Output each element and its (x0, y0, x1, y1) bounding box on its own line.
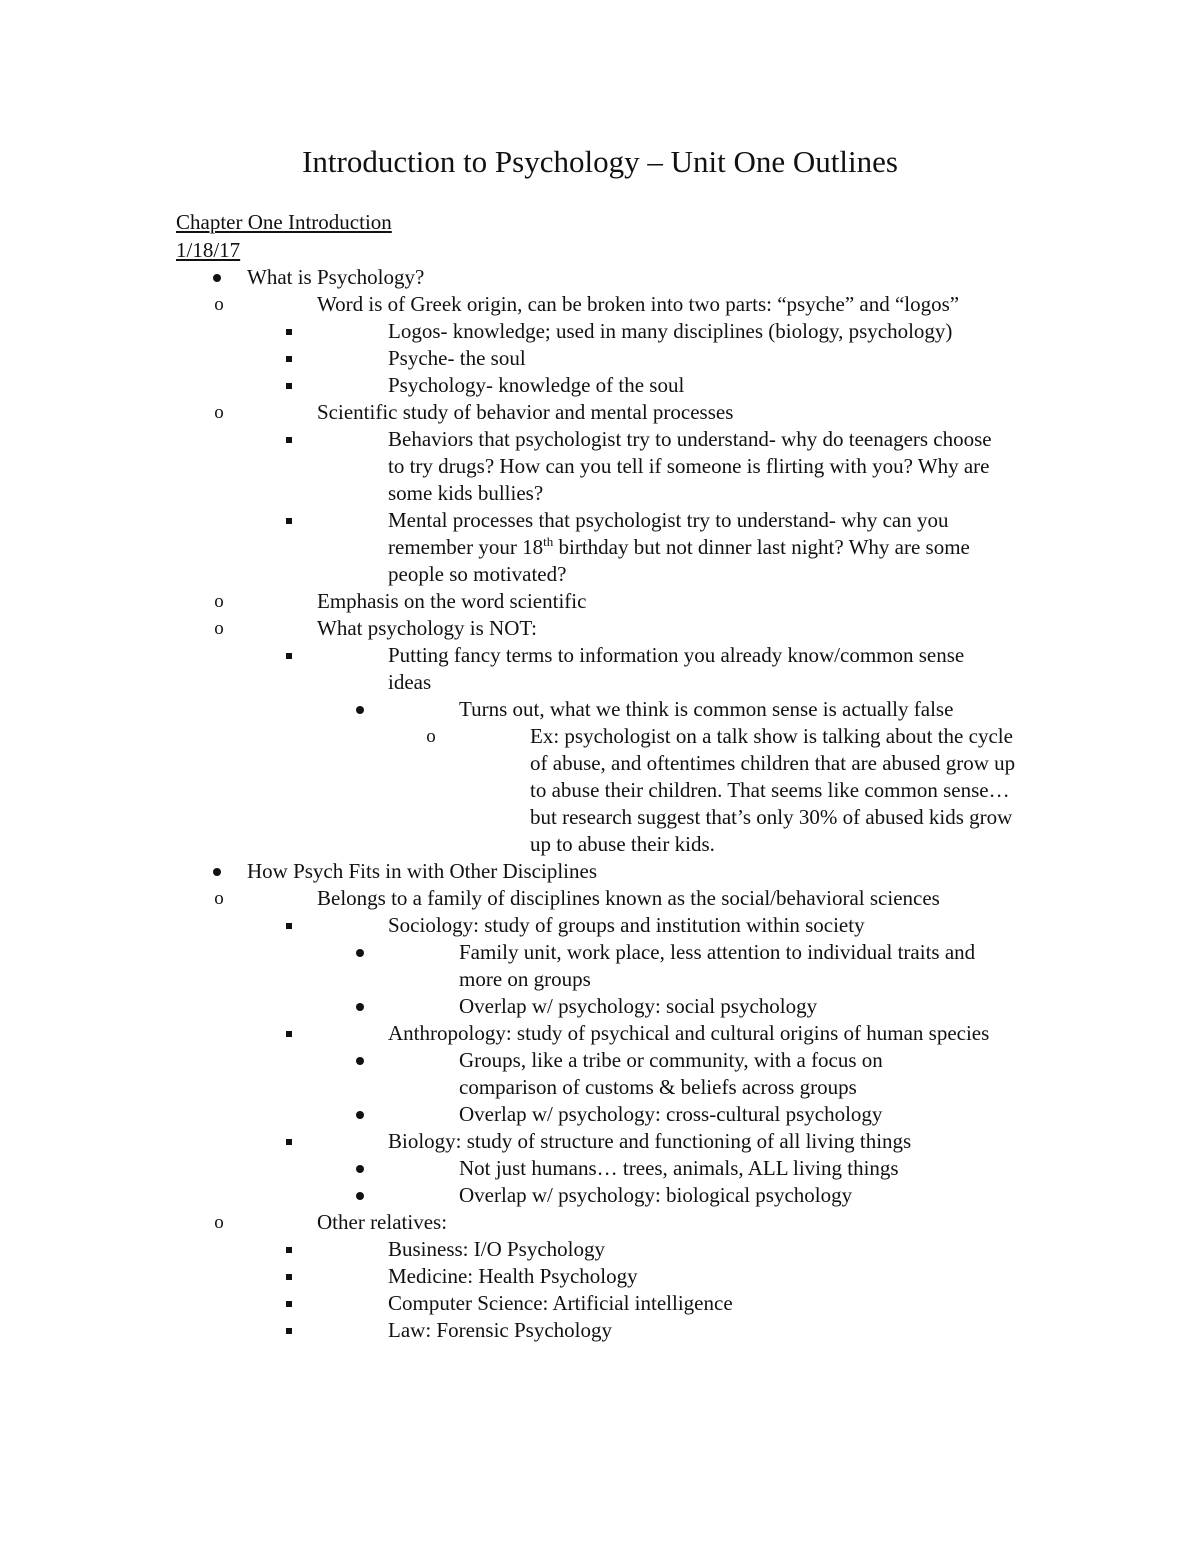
bullet-dot-icon (350, 696, 370, 723)
list-item-text: Overlap w/ psychology: social psychology (459, 994, 818, 1018)
bullet-dot-icon (207, 264, 227, 291)
list-item-text: Behaviors that psychologist try to understand- why do teenagers choose to try drugs? How can you tell if someone is flirting with you? Why are some kids bullies? (388, 427, 992, 505)
list-item (388, 696, 1016, 858)
list-item-text: Logos- knowledge; used in many disciplines (biology, psychology) (388, 319, 953, 343)
list-item-text: What psychology is NOT: (317, 616, 538, 640)
list-item (388, 1101, 999, 1128)
outline-level-5 (426, 723, 1016, 858)
list-item (426, 723, 1020, 858)
bullet-square-icon (279, 1317, 299, 1344)
bullet-square-icon (279, 912, 299, 939)
list-item (317, 1128, 1008, 1209)
bullet-square-icon (279, 426, 299, 453)
list-item-text: Ex: psychologist on a talk show is talking about the cycle of abuse, and oftentimes children that are abused grow up to abuse their children. That seems like common sense… but research suggest that’s only 30% of abused kids grow up to abuse their kids. (530, 724, 1016, 856)
list-item-text: Overlap w/ psychology: cross-cultural psychology (459, 1102, 883, 1126)
superscript: th (543, 534, 554, 549)
list-item (317, 426, 1013, 507)
section-heading: What is Psychology? (247, 265, 425, 289)
bullet-square-icon (279, 372, 299, 399)
bullet-circle-icon: o (214, 591, 224, 612)
list-item (388, 1047, 939, 1101)
bullet-dot-icon (350, 1101, 370, 1128)
list-item-text: Belongs to a family of disciplines known as the social/behavioral sciences (317, 886, 940, 910)
list-item (317, 642, 1016, 858)
list-item (317, 372, 1028, 399)
outline-level-1 (0, 264, 1200, 1344)
list-item (214, 399, 1017, 588)
list-item-text: Word is of Greek origin, can be broken into two parts: “psyche” and “logos” (317, 292, 960, 316)
bullet-square-icon (279, 318, 299, 345)
bullet-circle-icon: o (214, 294, 224, 315)
list-item-text: Scientific study of behavior and mental processes (317, 400, 734, 424)
list-item-text: Medicine: Health Psychology (388, 1264, 638, 1288)
list-item (317, 1317, 1037, 1344)
list-item (388, 1182, 999, 1209)
list-item (317, 1236, 1037, 1263)
list-item (317, 345, 1028, 372)
bullet-dot-icon (350, 1047, 370, 1074)
outline-level-2 (214, 885, 1037, 1344)
list-item (317, 318, 1028, 345)
section-other-disciplines (0, 858, 1037, 1344)
bullet-square-icon (279, 642, 299, 669)
list-item (388, 939, 999, 993)
outline-level-4 (388, 1047, 998, 1128)
list-item-text: Biology: study of structure and functioning of all living things (388, 1129, 912, 1153)
list-item (388, 1155, 999, 1182)
chapter-heading: Chapter One Introduction (176, 210, 392, 234)
bullet-circle-icon: o (214, 402, 224, 423)
list-item-text: Not just humans… trees, animals, ALL living things (459, 1156, 899, 1180)
outline-level-4 (388, 1155, 1008, 1209)
bullet-dot-icon (350, 993, 370, 1020)
bullet-square-icon (279, 1290, 299, 1317)
outline-level-3 (317, 318, 977, 399)
list-item (214, 588, 1037, 615)
outline-level-4 (388, 696, 1016, 858)
bullet-circle-icon: o (214, 888, 224, 909)
bullet-circle-icon: o (214, 618, 224, 639)
list-item-text: Sociology: study of groups and institution within society (388, 913, 865, 937)
list-item-text: Family unit, work place, less attention to individual traits and more on groups (459, 940, 976, 991)
list-item-text: Other relatives: (317, 1210, 448, 1234)
outline-level-4 (388, 939, 1008, 1020)
list-item (388, 993, 999, 1020)
list-item (317, 1263, 1037, 1290)
mental-text-start: Mental processes that psychologist try to understand- why can you remember your 18 (388, 508, 949, 559)
bullet-square-icon (279, 1020, 299, 1047)
list-item (317, 912, 1008, 1020)
mental-text-end: birthday but not dinner last night? Why are some people so motivated? (388, 535, 970, 586)
list-item-text: Psyche- the soul (388, 346, 526, 370)
list-item (214, 885, 1057, 1209)
section-what-is-psychology (0, 264, 1037, 858)
date-line: 1/18/17 (176, 238, 241, 262)
outline-level-3 (317, 1236, 1037, 1344)
list-item-text: Anthropology: study of psychical and cultural origins of human species (388, 1021, 990, 1045)
list-item-text: Groups, like a tribe or community, with a focus on comparison of customs & beliefs across groups (459, 1048, 883, 1099)
bullet-circle-icon: o (214, 1212, 224, 1233)
list-item (317, 1290, 1037, 1317)
list-item (214, 1209, 1037, 1344)
list-item (317, 1020, 998, 1128)
bullet-square-icon (279, 1236, 299, 1263)
bullet-circle-icon: o (426, 726, 436, 747)
bullet-square-icon (279, 1128, 299, 1155)
list-item-text: Business: I/O Psychology (388, 1237, 606, 1261)
list-item (317, 507, 1020, 588)
list-item-text: Turns out, what we think is common sense is actually false (459, 697, 954, 721)
list-item-text: Psychology- knowledge of the soul (388, 373, 685, 397)
list-item-text: Law: Forensic Psychology (388, 1318, 612, 1342)
outline-level-2 (214, 291, 1037, 858)
bullet-square-icon (279, 345, 299, 372)
bullet-square-icon (279, 507, 299, 534)
section-heading: How Psych Fits in with Other Disciplines (247, 859, 597, 883)
list-item-text: Computer Science: Artificial intelligence (388, 1291, 733, 1315)
outline-level-3 (317, 426, 1017, 588)
bullet-dot-icon (350, 939, 370, 966)
bullet-dot-icon (207, 858, 227, 885)
bullet-dot-icon (350, 1182, 370, 1209)
list-item-text (388, 507, 1020, 588)
document-title: Introduction to Psychology – Unit One Outlines (302, 144, 898, 179)
list-item (214, 615, 1037, 858)
outline-level-3 (317, 642, 1037, 858)
outline-level-3 (317, 912, 1057, 1209)
list-item (214, 291, 977, 399)
list-item-text: Emphasis on the word scientific (317, 589, 587, 613)
list-item-text: Putting fancy terms to information you already know/common sense ideas (388, 643, 965, 694)
bullet-dot-icon (350, 1155, 370, 1182)
outline (0, 264, 1200, 1344)
bullet-square-icon (279, 1263, 299, 1290)
list-item-text: Overlap w/ psychology: biological psychology (459, 1183, 853, 1207)
